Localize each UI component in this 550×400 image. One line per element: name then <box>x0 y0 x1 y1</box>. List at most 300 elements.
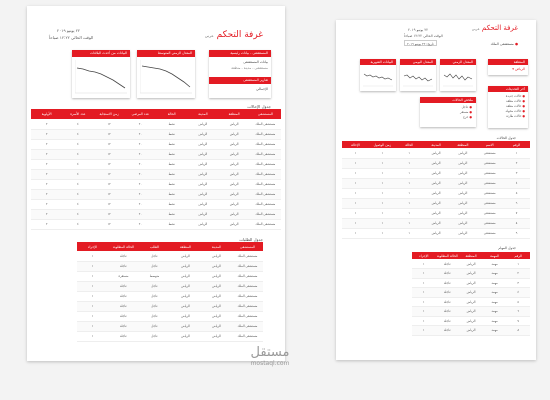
region-select[interactable] <box>512 67 525 71</box>
table-cell: نشط <box>156 179 187 189</box>
table-cell: نشط <box>156 169 187 179</box>
user-label[interactable] <box>491 42 518 46</box>
table-cell: ٢ <box>503 158 530 168</box>
bullet-icon: ● <box>468 115 472 119</box>
table-cell: ١ <box>77 321 108 331</box>
table-cell: ١ <box>369 178 396 188</box>
table-cell: نشط <box>156 199 187 209</box>
table-cell: مهمة <box>483 297 507 307</box>
table-cell: ١٢ <box>94 169 125 179</box>
table-cell: ١ <box>342 218 369 228</box>
table-cell: مهمة <box>483 307 507 317</box>
info-row: الإجمالي <box>256 87 268 91</box>
column-header[interactable]: المنطقة <box>459 252 483 259</box>
table-row[interactable] <box>31 129 281 139</box>
table-cell: عاجلة <box>436 316 460 326</box>
watermark-arabic: مستقل <box>250 345 290 360</box>
dashboard-sheet-left <box>27 6 285 361</box>
cases-table <box>342 141 530 239</box>
table-cell: ١ <box>503 148 530 158</box>
table-cell: مستشفى الملك <box>250 119 281 129</box>
list-item-label: حالات جديدة <box>505 94 522 98</box>
chart-card <box>360 59 396 91</box>
table-row[interactable] <box>77 271 263 281</box>
column-header[interactable]: الإجراء <box>77 242 108 251</box>
column-header[interactable]: الاسم <box>476 141 503 148</box>
sparkline-chart <box>403 67 433 87</box>
table-cell: ١ <box>342 178 369 188</box>
table-cell: ١٢ <box>94 219 125 229</box>
table-cell: ٤ <box>62 139 93 149</box>
table-cell: الرياض <box>423 178 450 188</box>
table-cell: ١ <box>396 228 423 238</box>
table-cell: الرياض <box>170 251 201 261</box>
table-cell: عاجلة <box>436 326 460 336</box>
table-cell: الرياض <box>449 228 476 238</box>
column-header[interactable]: الحالة <box>396 141 423 148</box>
table-cell: ١ <box>77 291 108 301</box>
table-row[interactable] <box>31 219 281 229</box>
table-row[interactable] <box>342 158 530 168</box>
table-cell: عاجلة <box>436 297 460 307</box>
table-row[interactable] <box>342 228 530 238</box>
table-cell: ١ <box>369 148 396 158</box>
table-cell: ٣ <box>506 278 530 288</box>
table-cell: ١ <box>77 271 108 281</box>
table-cell: ٩ <box>503 228 530 238</box>
table-cell: ٥ <box>506 297 530 307</box>
header-date: ٢٢ يونيو ٢٠١٩ <box>408 28 429 32</box>
column-header[interactable]: الإجراء <box>412 252 436 259</box>
table-cell: ٤ <box>62 219 93 229</box>
table-cell: عاجلة <box>108 321 139 331</box>
table-cell: ١ <box>412 297 436 307</box>
table-cell: ١ <box>412 269 436 279</box>
table-cell: ١ <box>77 331 108 341</box>
table-cell: ١٢ <box>94 189 125 199</box>
header-date-note: الوقت الحالي ١٢:٢٢ صباحاً <box>404 34 443 38</box>
table-cell: عاجلة <box>108 301 139 311</box>
referrals-table <box>31 109 281 230</box>
bullet-icon: ● <box>468 110 472 114</box>
table-cell: ١٢ <box>94 119 125 129</box>
table-row[interactable] <box>412 307 530 317</box>
table-cell: ١ <box>369 188 396 198</box>
table-row[interactable] <box>77 251 263 261</box>
table-cell: مستشفى <box>476 218 503 228</box>
table-cell: الرياض <box>423 198 450 208</box>
updates-list <box>506 94 525 119</box>
table-cell: مستشفى الملك <box>250 179 281 189</box>
info-row: بيانات المستشفى <box>243 60 268 64</box>
table-row[interactable] <box>412 278 530 288</box>
section-title: جدول المهام <box>498 246 516 250</box>
table-cell: ٤ <box>62 149 93 159</box>
info-row: مستشفى - مدينة - منطقة <box>231 66 268 70</box>
table-cell: الرياض <box>459 269 483 279</box>
table-cell: مهمة <box>483 288 507 298</box>
table-cell: ١ <box>369 198 396 208</box>
table-cell: ٧ <box>503 208 530 218</box>
table-cell: عاجلة <box>108 311 139 321</box>
table-cell: ٢ <box>31 209 62 219</box>
table-cell: مستشفى الملك <box>232 261 263 271</box>
bullet-icon: ● <box>521 109 525 113</box>
requests-table <box>77 242 263 342</box>
dashboard-sheet-right <box>336 20 536 360</box>
table-cell: الرياض <box>449 158 476 168</box>
column-header[interactable]: الحالة المطلوبة <box>108 242 139 251</box>
table-cell: الرياض <box>423 158 450 168</box>
table-cell: ١ <box>369 158 396 168</box>
table-cell: ١ <box>342 158 369 168</box>
table-cell: ١٢ <box>94 149 125 159</box>
column-header[interactable]: المنطقة <box>449 141 476 148</box>
table-row[interactable] <box>31 189 281 199</box>
list-item-label: حالات محولة <box>505 109 522 113</box>
table-cell: الرياض <box>170 331 201 341</box>
table-cell: مستشفى الملك <box>232 251 263 261</box>
table-cell: ١ <box>77 251 108 261</box>
sparkline-chart <box>363 67 393 87</box>
table-cell: مستشفى <box>476 148 503 158</box>
list-item <box>506 114 525 119</box>
header-date: ٢٢ يونيو ٢٠١٩ <box>57 28 80 33</box>
table-cell: مستشفى <box>476 168 503 178</box>
stats-list <box>460 105 472 120</box>
table-cell: ٢ <box>31 179 62 189</box>
table-row[interactable] <box>412 326 530 336</box>
table-row[interactable] <box>77 321 263 331</box>
table-row[interactable] <box>342 178 530 188</box>
watermark-latin: mostaql.com <box>250 360 290 367</box>
table-cell: نشط <box>156 149 187 159</box>
table-cell: الرياض <box>449 218 476 228</box>
table-cell: الرياض <box>219 189 250 199</box>
table-cell: عاجل <box>139 261 170 271</box>
mostaql-watermark <box>230 346 310 367</box>
table-row[interactable] <box>77 281 263 291</box>
table-cell: مستشفى <box>476 158 503 168</box>
table-row[interactable] <box>412 269 530 279</box>
table-row[interactable] <box>342 198 530 208</box>
table-cell: ١ <box>369 228 396 238</box>
list-item-label: حالات معلقة <box>505 104 522 108</box>
table-row[interactable] <box>342 168 530 178</box>
table-cell: الرياض <box>170 271 201 281</box>
table-cell: ٣ <box>503 168 530 178</box>
table-cell: عاجلة <box>108 261 139 271</box>
table-cell: ٢ <box>506 269 530 279</box>
table-cell: مستشفى الملك <box>232 311 263 321</box>
section-title: جدول الإحالات <box>247 104 271 109</box>
table-cell: الرياض <box>449 178 476 188</box>
table-cell: الرياض <box>201 311 232 321</box>
table-cell: الرياض <box>219 199 250 209</box>
list-item <box>460 115 472 120</box>
sparkline-chart <box>140 60 192 94</box>
table-cell: ٦ <box>503 198 530 208</box>
table-cell: الرياض <box>187 209 218 219</box>
table-cell: الرياض <box>187 149 218 159</box>
table-cell: عاجل <box>139 301 170 311</box>
column-header[interactable]: المنطقة <box>170 242 201 251</box>
table-row[interactable] <box>77 311 263 321</box>
page-title-text: غرفة التحكم <box>481 24 518 32</box>
list-item-label: عاجل <box>461 105 469 109</box>
chart-card-header: البيانات الشهرية <box>360 59 396 65</box>
table-cell: ١ <box>396 168 423 178</box>
table-cell: عاجلة <box>436 278 460 288</box>
table-cell: الرياض <box>187 129 218 139</box>
table-cell: الرياض <box>187 169 218 179</box>
table-cell: الرياض <box>423 228 450 238</box>
table-cell: ١٢ <box>94 209 125 219</box>
table-cell: ١ <box>396 188 423 198</box>
column-header[interactable]: المنطقة <box>219 109 250 119</box>
table-cell: ١٢ <box>94 179 125 189</box>
table-cell: ٤ <box>506 288 530 298</box>
table-cell: الرياض <box>187 199 218 209</box>
table-row[interactable] <box>412 259 530 269</box>
table-row[interactable] <box>77 261 263 271</box>
table-cell: ٢٠ <box>125 209 156 219</box>
table-cell: مستشفى <box>476 208 503 218</box>
table-cell: ٧ <box>506 316 530 326</box>
page-title-tag: عربي <box>471 27 480 31</box>
table-cell: الرياض <box>219 209 250 219</box>
page-title <box>472 24 518 32</box>
chart-card-header: المعدل الزمني المتوسط <box>137 50 195 57</box>
table-cell: الرياض <box>170 281 201 291</box>
column-header[interactable]: عدد الأسرة <box>62 109 93 119</box>
table-row[interactable] <box>77 291 263 301</box>
column-header[interactable]: المدينة <box>187 109 218 119</box>
table-cell: ٢٠ <box>125 149 156 159</box>
column-header[interactable]: زمن الاستجابة <box>94 109 125 119</box>
table-cell: ٤ <box>62 199 93 209</box>
table-cell: ١ <box>342 148 369 158</box>
table-cell: الرياض <box>449 188 476 198</box>
table-cell: عاجل <box>139 331 170 341</box>
table-cell: ٢ <box>31 169 62 179</box>
column-header[interactable]: المستشفى <box>232 242 263 251</box>
table-cell: ١ <box>342 168 369 178</box>
bullet-icon: ● <box>521 94 525 98</box>
tasks-table <box>412 252 530 336</box>
table-cell: مستشفى الملك <box>250 209 281 219</box>
page-title-tag: عربي <box>204 33 214 38</box>
table-row[interactable] <box>31 169 281 179</box>
table-row[interactable] <box>31 139 281 149</box>
page-title <box>205 30 263 40</box>
table-cell: الرياض <box>187 179 218 189</box>
table-cell: الرياض <box>459 288 483 298</box>
column-header[interactable]: الإحالة <box>342 141 369 148</box>
table-row[interactable] <box>31 119 281 129</box>
table-cell: الرياض <box>187 139 218 149</box>
info-card-subheader: تقارير المستشفى <box>209 77 271 84</box>
table-cell: الرياض <box>219 119 250 129</box>
user-icon: ● <box>514 42 518 46</box>
column-header[interactable]: زمن الوصول <box>369 141 396 148</box>
table-row[interactable] <box>31 149 281 159</box>
column-header[interactable]: المدينة <box>423 141 450 148</box>
table-row[interactable] <box>31 209 281 219</box>
table-row[interactable] <box>77 301 263 311</box>
bullet-icon: ● <box>521 99 525 103</box>
table-cell: عاجلة <box>108 251 139 261</box>
table-cell: ٢٠ <box>125 169 156 179</box>
column-header[interactable]: المهمة <box>483 252 507 259</box>
column-header[interactable]: المدينة <box>201 242 232 251</box>
list-item-label: حرج <box>462 115 469 119</box>
table-cell: الرياض <box>219 139 250 149</box>
table-cell: نشط <box>156 219 187 229</box>
column-header[interactable]: الحالة المطلوبة <box>436 253 458 258</box>
table-cell: ٢٠ <box>125 219 156 229</box>
table-cell: مستشفى <box>476 188 503 198</box>
updates-card <box>488 86 528 128</box>
table-cell: الرياض <box>449 198 476 208</box>
table-cell: مستشفى الملك <box>250 169 281 179</box>
table-cell: مستشفى الملك <box>232 331 263 341</box>
table-cell: الرياض <box>170 291 201 301</box>
table-row[interactable] <box>412 288 530 298</box>
table-cell: الرياض <box>201 281 232 291</box>
table-cell: مستشفى الملك <box>250 139 281 149</box>
table-cell: مستشفى الملك <box>232 281 263 291</box>
table-cell: مستشفى <box>476 228 503 238</box>
chart-card <box>137 50 195 98</box>
table-cell: ٤ <box>62 179 93 189</box>
table-cell: ٢ <box>31 129 62 139</box>
table-cell: ١ <box>412 288 436 298</box>
table-cell: ٢٠ <box>125 179 156 189</box>
table-cell: ١ <box>396 158 423 168</box>
table-cell: ٢ <box>31 119 62 129</box>
table-cell: الرياض <box>459 316 483 326</box>
column-header[interactable]: المستشفى <box>250 109 281 119</box>
table-cell: ٢ <box>31 199 62 209</box>
table-row[interactable] <box>412 316 530 326</box>
table-cell: ٢ <box>31 139 62 149</box>
table-cell: ٢ <box>31 219 62 229</box>
table-row[interactable] <box>342 208 530 218</box>
table-cell: عاجلة <box>108 331 139 341</box>
table-cell: مستشفى الملك <box>232 291 263 301</box>
table-cell: الرياض <box>423 148 450 158</box>
table-cell: عاجلة <box>108 281 139 291</box>
table-cell: الرياض <box>187 119 218 129</box>
table-row[interactable] <box>342 148 530 158</box>
table-cell: الرياض <box>449 168 476 178</box>
table-cell: ١٢ <box>94 199 125 209</box>
chart-card <box>400 59 436 91</box>
table-cell: الرياض <box>170 321 201 331</box>
table-cell: ١٢ <box>94 139 125 149</box>
table-cell: الرياض <box>219 159 250 169</box>
table-cell: ١ <box>506 259 530 269</box>
table-cell: عاجلة <box>436 307 460 317</box>
table-cell: ٤ <box>62 169 93 179</box>
table-cell: ٢٠ <box>125 159 156 169</box>
table-cell: ٢٠ <box>125 189 156 199</box>
table-row[interactable] <box>31 159 281 169</box>
table-cell: ٢ <box>31 159 62 169</box>
table-cell: ١ <box>412 316 436 326</box>
region-card-header: المنطقة <box>488 59 528 65</box>
table-cell: عاجلة <box>436 259 460 269</box>
info-card-header: المستشفى - بيانات رئيسية <box>209 50 271 57</box>
date-filter[interactable]: تاريخ: ٢٢ يونيو ٢٠١٩ <box>404 40 437 46</box>
column-header[interactable]: الرقم <box>506 252 530 259</box>
section-title: جدول الطلبات <box>239 237 263 242</box>
table-cell: الرياض <box>201 321 232 331</box>
table-cell: مستقرة <box>108 271 139 281</box>
chart-card <box>440 59 476 91</box>
table-cell: الرياض <box>423 218 450 228</box>
column-header[interactable]: الحالة <box>156 109 187 119</box>
list-item-label: حالات مغلقة <box>505 99 522 103</box>
column-header[interactable]: عدد المرضى <box>125 109 156 119</box>
table-cell: ١ <box>342 198 369 208</box>
column-header[interactable]: الأولوية <box>31 109 62 119</box>
table-cell: مستشفى الملك <box>250 189 281 199</box>
table-cell: ١ <box>77 311 108 321</box>
table-cell: ٢ <box>31 189 62 199</box>
table-row[interactable] <box>31 179 281 189</box>
table-cell: الرياض <box>219 129 250 139</box>
list-item-label: حالات طارئة <box>505 114 522 118</box>
table-cell: عاجل <box>139 281 170 291</box>
table-cell: مستشفى الملك <box>250 149 281 159</box>
column-header[interactable]: الرقم <box>503 141 530 148</box>
stats-card-header: ملخص الحالات <box>420 97 476 103</box>
table-cell: الرياض <box>423 208 450 218</box>
table-row[interactable] <box>342 218 530 228</box>
table-cell: ١٢ <box>94 129 125 139</box>
table-cell: ١ <box>396 198 423 208</box>
table-cell: مستشفى الملك <box>232 271 263 281</box>
table-cell: ١ <box>412 278 436 288</box>
table-cell: الرياض <box>187 219 218 229</box>
table-cell: ١٢ <box>94 159 125 169</box>
table-cell: الرياض <box>219 149 250 159</box>
table-cell: ١ <box>369 208 396 218</box>
table-cell: عاجل <box>139 321 170 331</box>
table-cell: الرياض <box>201 261 232 271</box>
column-header[interactable]: الطلب <box>139 242 170 251</box>
table-cell: مستشفى الملك <box>250 199 281 209</box>
table-row[interactable] <box>31 199 281 209</box>
table-row[interactable] <box>412 297 530 307</box>
table-cell: متوسط <box>139 271 170 281</box>
table-cell: نشط <box>156 209 187 219</box>
table-cell: مستشفى الملك <box>250 129 281 139</box>
table-cell: الرياض <box>201 331 232 341</box>
table-cell: نشط <box>156 159 187 169</box>
table-cell: الرياض <box>423 188 450 198</box>
table-cell: الرياض <box>459 259 483 269</box>
table-cell: ٤ <box>503 178 530 188</box>
table-cell: عاجلة <box>436 269 460 279</box>
table-row[interactable] <box>77 331 263 341</box>
table-row[interactable] <box>342 188 530 198</box>
table-cell: ٢٠ <box>125 129 156 139</box>
table-cell: ١ <box>396 178 423 188</box>
table-cell: ٢٠ <box>125 139 156 149</box>
